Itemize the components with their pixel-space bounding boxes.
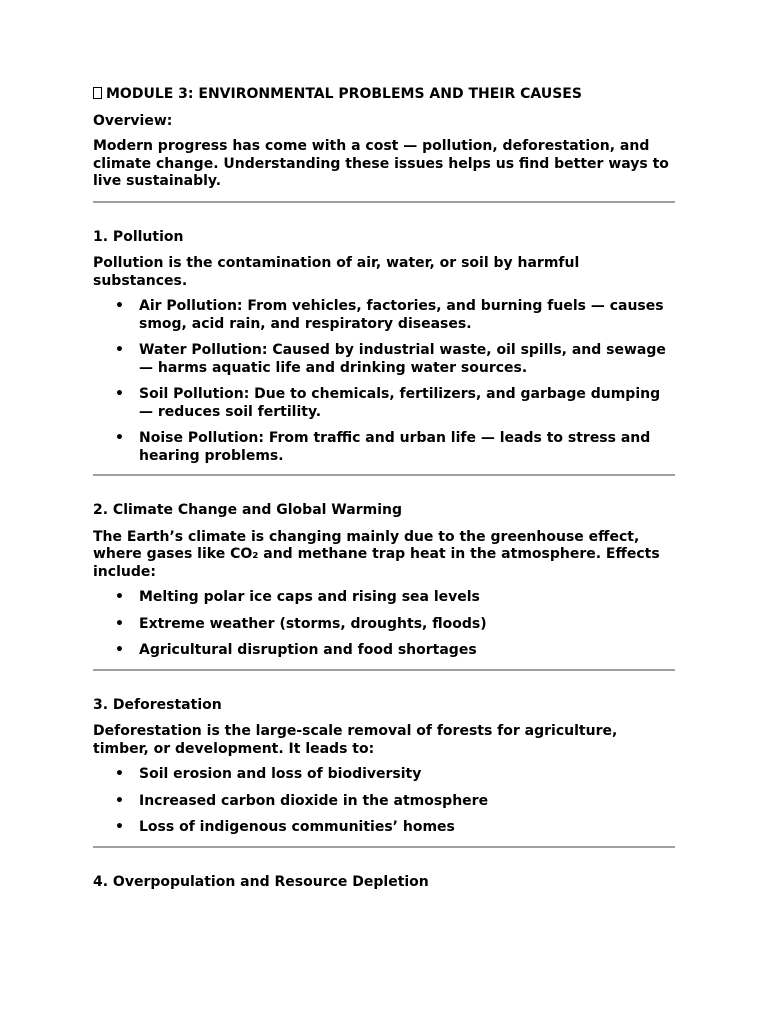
bullet-dot-icon: •	[115, 298, 124, 314]
bullet-dot-icon: •	[115, 342, 124, 358]
list-item-text: Noise Pollution: From traffic and urban life — leads to stress and hearing problems.	[139, 430, 651, 464]
bullet-dot-icon: •	[115, 819, 124, 835]
bullet-list	[93, 298, 676, 465]
section-intro: The Earth’s climate is changing mainly due to the greenhouse effect, where gases like CO₂ and methane trap heat in the atmosphere. Effects include:	[93, 528, 660, 580]
list-item	[93, 793, 676, 811]
bullet-dot-icon: •	[115, 386, 124, 402]
list-item-text: Loss of indigenous communities’ homes	[139, 819, 455, 835]
list-item-text: Air Pollution: From vehicles, factories, and burning fuels — causes smog, acid rain, and respiratory diseases.	[139, 298, 664, 332]
list-item	[93, 616, 676, 634]
document-page	[93, 86, 676, 900]
section-intro: Pollution is the contamination of air, water, or soil by harmful substances.	[93, 255, 580, 289]
sections-container	[93, 201, 676, 892]
list-item	[93, 589, 676, 607]
bullet-dot-icon: •	[115, 792, 124, 809]
bullet-dot-icon: •	[115, 642, 124, 658]
bullet-dot-icon: •	[115, 589, 124, 605]
bullet-dot-icon: •	[115, 766, 124, 782]
bullet-dot-icon: •	[115, 430, 124, 446]
list-item-text: Soil Pollution: Due to chemicals, fertilizers, and garbage dumping — reduces soil fertility.	[139, 386, 661, 420]
section-divider	[93, 669, 675, 671]
section-divider	[93, 846, 675, 848]
list-item-text: Soil erosion and loss of biodiversity	[139, 766, 422, 782]
list-item	[93, 298, 676, 333]
overview-label: Overview:	[93, 112, 173, 129]
section-title: 4. Overpopulation and Resource Depletion	[93, 873, 429, 890]
section-title: 3. Deforestation	[93, 696, 222, 713]
module-title: MODULE 3: ENVIRONMENTAL PROBLEMS AND THEIR CAUSES	[106, 86, 582, 102]
list-item	[93, 642, 676, 660]
list-item-text: Increased carbon dioxide in the atmosphere	[139, 792, 489, 809]
list-item-text: Water Pollution: Caused by industrial waste, oil spills, and sewage — harms aquatic life and drinking water sources.	[139, 342, 666, 376]
overview-text: Modern progress has come with a cost — pollution, deforestation, and climate change. Understanding these issues helps us find better ways to live sustainably.	[93, 138, 669, 189]
book-icon	[93, 87, 102, 99]
section-title: 1. Pollution	[93, 228, 184, 245]
module-title-row	[93, 86, 676, 104]
bullet-dot-icon: •	[115, 615, 124, 632]
list-item	[93, 766, 676, 784]
list-item	[93, 430, 676, 465]
section-intro: Deforestation is the large-scale removal of forests for agriculture, timber, or development. It leads to:	[93, 723, 618, 757]
section-divider	[93, 201, 675, 203]
list-item-text: Agricultural disruption and food shortages	[139, 642, 477, 658]
section-divider	[93, 474, 675, 476]
list-item	[93, 386, 676, 421]
bullet-list	[93, 589, 676, 660]
section-title: 2. Climate Change and Global Warming	[93, 502, 402, 518]
list-item-text: Melting polar ice caps and rising sea levels	[139, 589, 480, 605]
list-item	[93, 819, 676, 837]
list-item	[93, 342, 676, 377]
bullet-list	[93, 766, 676, 837]
list-item-text: Extreme weather (storms, droughts, floods)	[139, 615, 487, 632]
